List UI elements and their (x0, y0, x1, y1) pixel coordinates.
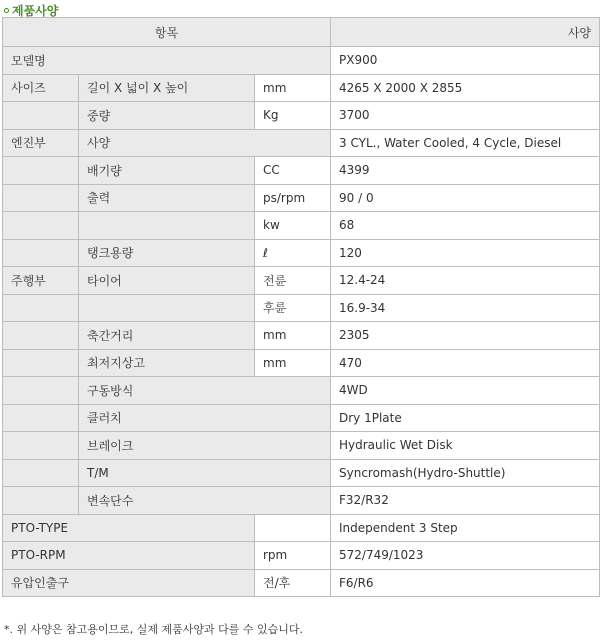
row-value: 572/749/1023 (331, 542, 600, 570)
table-row (3, 74, 600, 102)
section-title (4, 2, 58, 18)
row-item: T/M (79, 459, 331, 487)
table-row (3, 184, 600, 212)
row-category (3, 432, 79, 460)
row-label: PTO-RPM (3, 542, 255, 570)
row-category (3, 487, 79, 515)
row-category: 엔진부 (3, 129, 79, 157)
row-value: PX900 (331, 47, 600, 75)
row-category (3, 404, 79, 432)
row-unit: CC (255, 157, 331, 185)
row-value: 2305 (331, 322, 600, 350)
row-unit: 전륜 (255, 267, 331, 295)
table-row (3, 239, 600, 267)
row-value: 3700 (331, 102, 600, 130)
table-row (3, 404, 600, 432)
row-unit: mm (255, 349, 331, 377)
row-item: 중량 (79, 102, 255, 130)
table-row (3, 267, 600, 295)
table-row (3, 569, 600, 597)
row-value: 16.9-34 (331, 294, 600, 322)
row-value: 90 / 0 (331, 184, 600, 212)
row-value: 470 (331, 349, 600, 377)
row-value: Dry 1Plate (331, 404, 600, 432)
row-category (3, 157, 79, 185)
row-value: 120 (331, 239, 600, 267)
row-item: 최저지상고 (79, 349, 255, 377)
row-category (3, 239, 79, 267)
row-category (3, 102, 79, 130)
row-value: 4265 X 2000 X 2855 (331, 74, 600, 102)
row-label: 모델명 (3, 47, 331, 75)
row-item (79, 294, 255, 322)
table-header-row (3, 18, 600, 47)
table-row (3, 542, 600, 570)
row-unit: 전/후 (255, 569, 331, 597)
row-unit (255, 514, 331, 542)
table-row (3, 157, 600, 185)
row-item: 타이어 (79, 267, 255, 295)
row-value: Syncromash(Hydro-Shuttle) (331, 459, 600, 487)
row-value: 4WD (331, 377, 600, 405)
row-category (3, 349, 79, 377)
table-row (3, 514, 600, 542)
row-item: 길이 X 넓이 X 높이 (79, 74, 255, 102)
circle-bullet-icon (4, 8, 9, 13)
row-item: 구동방식 (79, 377, 331, 405)
row-value: F6/R6 (331, 569, 600, 597)
row-category: 주행부 (3, 267, 79, 295)
table-row (3, 377, 600, 405)
row-category (3, 212, 79, 240)
row-unit: rpm (255, 542, 331, 570)
row-category (3, 377, 79, 405)
row-unit: mm (255, 322, 331, 350)
row-item: 출력 (79, 184, 255, 212)
row-value: Independent 3 Step (331, 514, 600, 542)
row-item: 브레이크 (79, 432, 331, 460)
row-value: Hydraulic Wet Disk (331, 432, 600, 460)
row-category (3, 184, 79, 212)
row-label: 유압인출구 (3, 569, 255, 597)
row-item: 사양 (79, 129, 331, 157)
row-item: 축간거리 (79, 322, 255, 350)
row-item: 클러치 (79, 404, 331, 432)
row-value: 12.4-24 (331, 267, 600, 295)
section-title-text: 제품사양 (12, 3, 59, 18)
row-category (3, 322, 79, 350)
row-item (79, 212, 255, 240)
row-category (3, 459, 79, 487)
row-item: 변속단수 (79, 487, 331, 515)
table-row (3, 129, 600, 157)
row-unit: Kg (255, 102, 331, 130)
row-item: 탱크용량 (79, 239, 255, 267)
table-row (3, 349, 600, 377)
table-row (3, 459, 600, 487)
table-row (3, 212, 600, 240)
disclaimer-note: *. 위 사양은 참고용이므로, 실제 제품사양과 다를 수 있습니다. (4, 623, 303, 636)
row-category: 사이즈 (3, 74, 79, 102)
row-unit: ps/rpm (255, 184, 331, 212)
table-row (3, 294, 600, 322)
header-item: 항목 (3, 18, 331, 47)
row-unit: ℓ (255, 239, 331, 267)
table-row (3, 432, 600, 460)
table-row (3, 487, 600, 515)
row-value: 3 CYL., Water Cooled, 4 Cycle, Diesel (331, 129, 600, 157)
header-spec: 사양 (331, 18, 600, 47)
row-value: F32/R32 (331, 487, 600, 515)
table-row (3, 102, 600, 130)
row-value: 68 (331, 212, 600, 240)
row-label: PTO-TYPE (3, 514, 255, 542)
table-row (3, 47, 600, 75)
table-row (3, 322, 600, 350)
row-unit: kw (255, 212, 331, 240)
row-category (3, 294, 79, 322)
row-item: 배기량 (79, 157, 255, 185)
row-value: 4399 (331, 157, 600, 185)
row-unit: 후륜 (255, 294, 331, 322)
row-unit: mm (255, 74, 331, 102)
spec-table (2, 17, 600, 597)
